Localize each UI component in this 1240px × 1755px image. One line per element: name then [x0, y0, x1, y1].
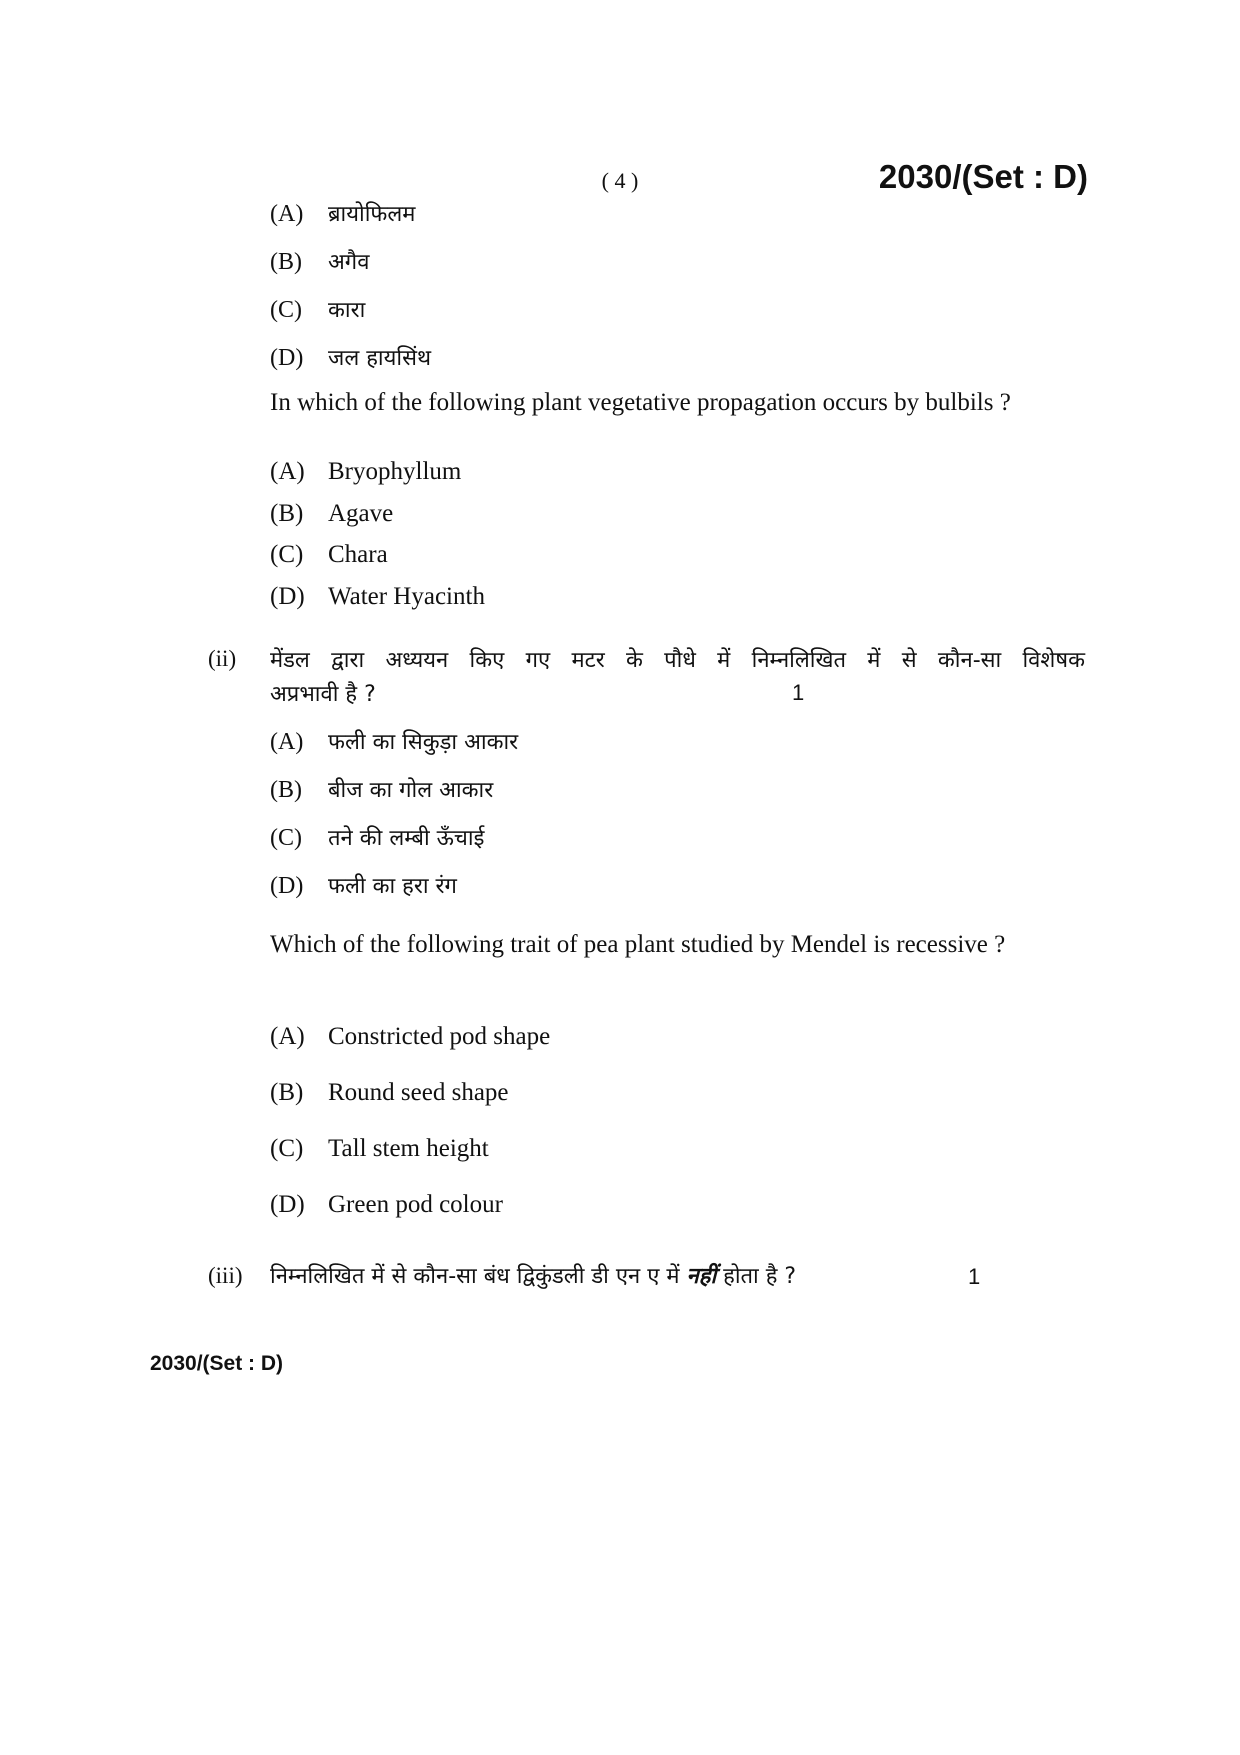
paper-code-header: 2030/(Set : D) [878, 158, 1088, 195]
question-text-part: होता है ? [723, 1264, 797, 1289]
option-d-english [270, 1191, 503, 1219]
option-d-hindi [270, 342, 431, 372]
option-text: Green pod colour [328, 1191, 503, 1218]
option-label: (C) [270, 1135, 304, 1162]
option-text: Tall stem height [328, 1135, 489, 1162]
marks: 1 [968, 1264, 981, 1289]
option-text: ब्रायोफिलम [328, 202, 416, 227]
option-text: फली का हरा रंग [328, 874, 457, 899]
option-label: (B) [270, 500, 304, 527]
page-number: ( 4 ) [601, 168, 639, 193]
question-number: (iii) [208, 1263, 243, 1288]
option-label: (D) [270, 583, 305, 610]
option-c-hindi [270, 294, 365, 324]
option-a-english [270, 1023, 550, 1051]
option-label: (D) [270, 873, 304, 899]
option-b-hindi [270, 774, 493, 804]
option-text: तने की लम्बी ऊँचाई [328, 826, 485, 851]
option-d-hindi [270, 870, 457, 900]
question-text-part: निम्नलिखित में से कौन-सा बंध द्विकुंडली डी एन ए में [270, 1264, 680, 1289]
option-a-hindi [270, 726, 518, 756]
option-b-hindi [270, 246, 369, 276]
marks: 1 [792, 680, 805, 705]
option-label: (C) [270, 297, 302, 323]
option-text: अगैव [328, 250, 370, 275]
option-c-hindi [270, 822, 484, 852]
option-text: Bryophyllum [328, 458, 462, 485]
option-label: (C) [270, 541, 304, 568]
option-label: (A) [270, 458, 305, 485]
question-text-hindi [270, 1260, 796, 1290]
option-label: (B) [270, 249, 302, 275]
option-text: बीज का गोल आकार [328, 778, 494, 803]
option-text: कारा [328, 298, 366, 323]
option-text: फली का सिकुड़ा आकार [328, 730, 519, 755]
option-c-english [270, 1135, 489, 1163]
option-label: (B) [270, 1079, 304, 1106]
option-label: (A) [270, 1023, 305, 1050]
option-label: (A) [270, 201, 304, 227]
option-text: Constricted pod shape [328, 1023, 551, 1050]
option-a-english [270, 458, 461, 486]
option-label: (B) [270, 777, 302, 803]
option-b-english [270, 1079, 509, 1107]
question-text-hindi: मेंडल द्वारा अध्ययन किए गए मटर के पौधे में निम्नलिखित में से कौन-सा विशेषक [270, 648, 1085, 673]
question-text-english: In which of the following plant vegetative propagation occurs by bulbils ? [270, 389, 1011, 416]
option-text: Round seed shape [328, 1079, 509, 1106]
option-label: (D) [270, 1191, 305, 1218]
option-a-hindi [270, 198, 415, 228]
option-text: Chara [328, 541, 388, 568]
question-text-english: Which of the following trait of pea plant studied by Mendel is recessive ? [270, 931, 1006, 958]
question-number: (ii) [208, 646, 237, 671]
option-text: Agave [328, 500, 394, 527]
option-text: जल हायसिंथ [328, 346, 432, 371]
option-label: (D) [270, 345, 304, 371]
option-b-english [270, 500, 393, 528]
option-label: (A) [270, 729, 304, 755]
emphasis-word: नहीं [686, 1264, 717, 1289]
option-c-english [270, 541, 388, 569]
question-text-hindi-continued: अप्रभावी है ? [270, 682, 376, 707]
option-label: (C) [270, 825, 302, 851]
option-text: Water Hyacinth [328, 583, 485, 610]
option-d-english [270, 583, 485, 611]
paper-code-footer: 2030/(Set : D) [150, 1352, 284, 1375]
